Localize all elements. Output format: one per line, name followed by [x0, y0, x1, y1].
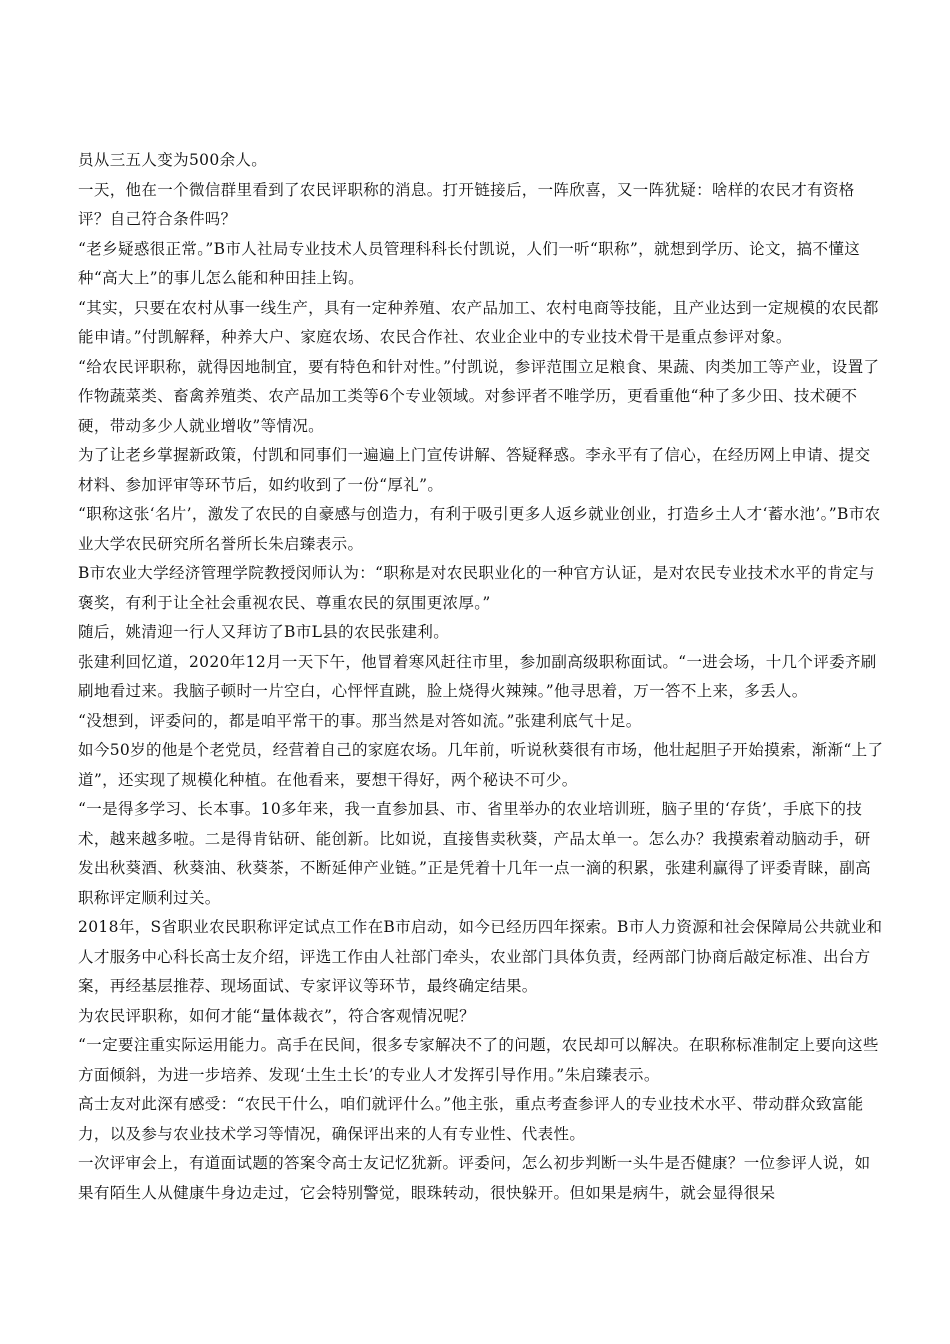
- paragraph: 随后，姚清迎一行人又拜访了B市L县的农民张建利。: [78, 623, 450, 641]
- paragraph: “一定要注重实际运用能力。高手在民间，很多专家解决不了的问题，农民却可以解决。在职称标准制定上要向这些方面倾斜，为进一步培养、发现‘土生土长’的专业人才发挥引导作用。”朱启臻表示。: [78, 1036, 879, 1084]
- paragraph: 一天，他在一个微信群里看到了农民评职称的消息。打开链接后，一阵欣喜，又一阵犹疑：啥样的农民才有资格评？自己符合条件吗？: [78, 180, 855, 228]
- paragraph: 员从三五人变为500余人。: [78, 151, 268, 169]
- paragraph: 为农民评职称，如何才能“量体裁衣”，符合客观情况呢？: [78, 1006, 475, 1025]
- paragraph: 一次评审会上，有道面试题的答案令高士友记忆犹新。评委问，怎么初步判断一头牛是否健康？一位参评人说，如果有陌生人从健康牛身边走过，它会特别警觉，眼珠转动，很快躲开。但如果是病牛，就会显得很呆: [78, 1154, 871, 1202]
- paragraph: 如今50岁的他是个老党员，经营着自己的家庭农场。几年前，听说秋葵很有市场，他壮起胆子开始摸索，渐渐“上了道”，还实现了规模化种植。在他看来，要想干得好，两个秘诀不可少。: [78, 741, 884, 789]
- paragraph: “没想到，评委问的，都是咱平常干的事。那当然是对答如流。”张建利底气十足。: [78, 711, 642, 730]
- paragraph: 高士友对此深有感受：“农民干什么，咱们就评什么。”他主张，重点考查参评人的专业技术水平、带动群众致富能力，以及参与农业技术学习等情况，确保评出来的人有专业性、代表性。: [78, 1095, 864, 1143]
- document-body: [78, 146, 884, 1208]
- paragraph: B市农业大学经济管理学院教授闵师认为：“职称是对农民职业化的一种官方认证，是对农民专业技术水平的肯定与褒奖，有利于让全社会重视农民、尊重农民的氛围更浓厚。”: [78, 564, 875, 612]
- paragraph: “其实，只要在农村从事一线生产，具有一定种养殖、农产品加工、农村电商等技能，且产业达到一定规模的农民都能申请。”付凯解释，种养大户、家庭农场、农民合作社、农业企业中的专业技术骨干是重点参评对象。: [78, 298, 879, 346]
- paragraph: “给农民评职称，就得因地制宜，要有特色和针对性。”付凯说，参评范围立足粮食、果蔬、肉类加工等产业，设置了作物蔬菜类、畜禽养殖类、农产品加工类等6个专业领域。对参评者不唯学历，更看重他“种了多少田、技术硬不硬，带动多少人就业增收”等情况。: [78, 357, 880, 435]
- paragraph: “职称这张‘名片’，激发了农民的自豪感与创造力，有利于吸引更多人返乡就业创业，打造乡土人才‘蓄水池’。”B市农业大学农民研究所名誉所长朱启臻表示。: [78, 505, 881, 553]
- paragraph: 张建利回忆道，2020年12月一天下午，他冒着寒风赶往市里，参加副高级职称面试。“一进会场，十几个评委齐刷刷地看过来。我脑子顿时一片空白，心怦怦直跳，脸上烧得火辣辣。”他寻思着，万一答不上来，多丢人。: [78, 652, 877, 700]
- paragraph: 为了让老乡掌握新政策，付凯和同事们一遍遍上门宣传讲解、答疑释惑。李永平有了信心，在经历网上申请、提交材料、参加评审等环节后，如约收到了一份“厚礼”。: [78, 446, 871, 494]
- paragraph: 2018年，S省职业农民职称评定试点工作在B市启动，如今已经历四年探索。B市人力资源和社会保障局公共就业和人才服务中心科长高士友介绍，评选工作由人社部门牵头，农业部门具体负责，经两部门协商后敲定标准、出台方案，再经基层推荐、现场面试、专家评议等环节，最终确定结果。: [78, 918, 883, 995]
- paragraph: “一是得多学习、长本事。10多年来，我一直参加县、市、省里举办的农业培训班，脑子里的‘存货’，手底下的技术，越来越多啦。二是得肯钻研、能创新。比如说，直接售卖秋葵，产品太单一。怎么办？我摸索着动脑动手，研发出秋葵酒、秋葵油、秋葵茶，不断延伸产业链。”正是凭着十几年一点一滴的积累，张建利赢得了评委青睐，副高职称评定顺利过关。: [78, 800, 872, 907]
- paragraph: “老乡疑惑很正常。”B市人社局专业技术人员管理科科长付凯说，人们一听“职称”，就想到学历、论文，搞不懂这种“高大上”的事儿怎么能和种田挂上钩。: [78, 239, 861, 287]
